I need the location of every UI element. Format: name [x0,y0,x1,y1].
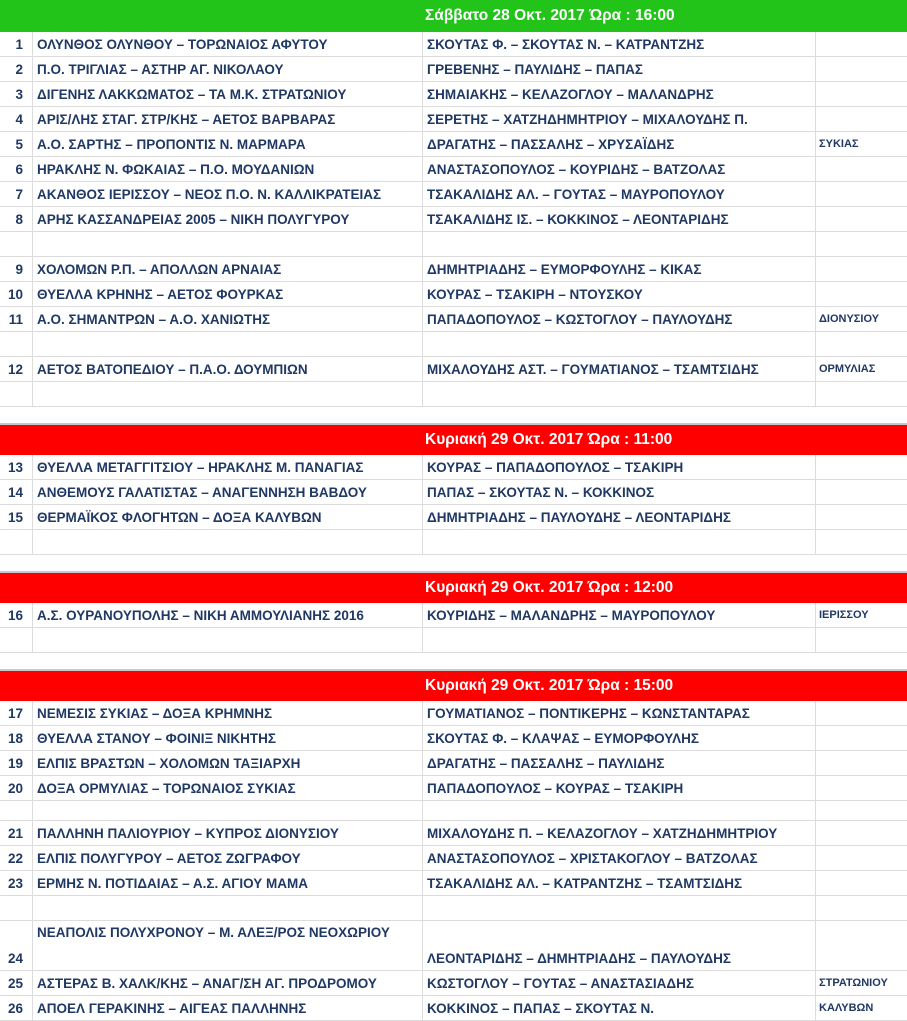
match-venue [816,846,907,870]
match-number: 17 [0,701,33,725]
match-venue [816,896,907,920]
match-referees: ΚΩΣΤΟΓΛΟΥ – ΓΟΥΤΑΣ – ΑΝΑΣΤΑΣΙΑΔΗΣ [423,971,816,995]
match-teams [33,628,423,652]
match-teams [33,332,423,356]
match-number: 2 [0,57,33,81]
match-venue [816,382,907,406]
match-venue [816,871,907,895]
match-teams: Π.Ο. ΤΡΙΓΛΙΑΣ – ΑΣΤΗΡ ΑΓ. ΝΙΚΟΛΑΟΥ [33,57,423,81]
match-row [0,505,907,530]
match-referees: ΚΟΥΡΑΣ – ΤΣΑΚΙΡΗ – ΝΤΟΥΣΚΟΥ [423,282,816,306]
match-number: 25 [0,971,33,995]
section-header-label: Σάββατο 28 Οκτ. 2017 Ώρα : 16:00 [425,7,675,24]
match-teams: ΑΕΤΟΣ ΒΑΤΟΠΕΔΙΟΥ – Π.Α.Ο. ΔΟΥΜΠΙΩΝ [33,357,423,381]
section-header [0,669,907,701]
match-venue: ΣΥΚΙΑΣ [819,138,859,150]
match-teams [33,382,423,406]
match-referees: ΔΗΜΗΤΡΙΑΔΗΣ – ΠΑΥΛΟΥΔΗΣ – ΛΕΟΝΤΑΡΙΔΗΣ [423,505,816,529]
match-venue [816,701,907,725]
match-referees: ΤΣΑΚΑΛΙΔΗΣ ΑΛ. – ΚΑΤΡΑΝΤΖΗΣ – ΤΣΑΜΤΣΙΔΗΣ [423,871,816,895]
match-number: 14 [0,480,33,504]
match-row [0,307,907,332]
match-row [0,157,907,182]
match-referees: ΚΟΥΡΑΣ – ΠΑΠΑΔΟΠΟΥΛΟΣ – ΤΣΑΚΙΡΗ [423,455,816,479]
match-venue [816,157,907,181]
match-referees [423,232,816,256]
match-row [0,971,907,996]
match-venue: ΣΤΡΑΤΩΝΙΟΥ [819,977,888,989]
match-number: 6 [0,157,33,181]
match-venue [816,821,907,845]
match-number: 18 [0,726,33,750]
section-header-label: Κυριακή 29 Οκτ. 2017 Ώρα : 12:00 [425,579,674,596]
match-venue [816,921,907,970]
match-teams: Α.Σ. ΟΥΡΑΝΟΥΠΟΛΗΣ – ΝΙΚΗ ΑΜΜΟΥΛΙΑΝΗΣ 2016 [33,603,423,627]
match-venue [816,455,907,479]
match-teams: ΔΙΓΕΝΗΣ ΛΑΚΚΩΜΑΤΟΣ – ΤΑ Μ.Κ. ΣΤΡΑΤΩΝΙΟΥ [33,82,423,106]
match-row [0,726,907,751]
match-venue [816,207,907,231]
match-venue [816,232,907,256]
section-header [0,423,907,455]
match-row [0,751,907,776]
match-venue [816,801,907,820]
match-venue [816,282,907,306]
match-row [0,701,907,726]
match-number [0,382,33,406]
blank-row [0,382,907,407]
match-referees: ΣΚΟΥΤΑΣ Φ. – ΣΚΟΥΤΑΣ Ν. – ΚΑΤΡΑΝΤΖΗΣ [423,32,816,56]
match-teams [33,232,423,256]
match-row [0,821,907,846]
blank-row [0,232,907,257]
section-gap [0,407,907,423]
match-venue [816,182,907,206]
match-teams: ΘΥΕΛΛΑ ΚΡΗΝΗΣ – ΑΕΤΟΣ ΦΟΥΡΚΑΣ [33,282,423,306]
match-referees: ΓΟΥΜΑΤΙΑΝΟΣ – ΠΟΝΤΙΚΕΡΗΣ – ΚΩΝΣΤΑΝΤΑΡΑΣ [423,701,816,725]
match-referees: ΜΙΧΑΛΟΥΔΗΣ ΑΣΤ. – ΓΟΥΜΑΤΙΑΝΟΣ – ΤΣΑΜΤΣΙΔΗΣ [423,357,816,381]
match-referees [423,801,816,820]
match-teams: ΔΟΞΑ ΟΡΜΥΛΙΑΣ – ΤΟΡΩΝΑΙΟΣ ΣΥΚΙΑΣ [33,776,423,800]
match-venue [816,628,907,652]
match-teams: Α.Ο. ΣΗΜΑΝΤΡΩΝ – Α.Ο. ΧΑΝΙΩΤΗΣ [33,307,423,331]
section-header-label: Κυριακή 29 Οκτ. 2017 Ώρα : 15:00 [425,677,674,694]
match-teams: ΟΛΥΝΘΟΣ ΟΛΥΝΘΟΥ – ΤΟΡΩΝΑΙΟΣ ΑΦΥΤΟΥ [33,32,423,56]
match-referees: ΑΝΑΣΤΑΣΟΠΟΥΛΟΣ – ΧΡΙΣΤΑΚΟΓΛΟΥ – ΒΑΤΖΟΛΑΣ [423,846,816,870]
blank-row [0,332,907,357]
match-number: 16 [0,603,33,627]
match-venue [816,726,907,750]
match-teams: ΝΕΜΕΣΙΣ ΣΥΚΙΑΣ – ΔΟΞΑ ΚΡΗΜΝΗΣ [33,701,423,725]
match-referees: ΛΕΟΝΤΑΡΙΔΗΣ – ΔΗΜΗΤΡΙΑΔΗΣ – ΠΑΥΛΟΥΔΗΣ [423,921,816,970]
match-teams: ΕΡΜΗΣ Ν. ΠΟΤΙΔΑΙΑΣ – Α.Σ. ΑΓΙΟΥ ΜΑΜΑ [33,871,423,895]
match-referees: ΔΡΑΓΑΤΗΣ – ΠΑΣΣΑΛΗΣ – ΧΡΥΣΑΪΔΗΣ [423,132,816,156]
match-row [0,282,907,307]
section-header-label: Κυριακή 29 Οκτ. 2017 Ώρα : 11:00 [425,431,673,448]
blank-row [0,530,907,555]
match-teams: ΘΥΕΛΛΑ ΣΤΑΝΟΥ – ΦΟΙΝΙΞ ΝΙΚΗΤΗΣ [33,726,423,750]
match-teams: ΑΚΑΝΘΟΣ ΙΕΡΙΣΣΟΥ – ΝΕΟΣ Π.Ο. Ν. ΚΑΛΛΙΚΡΑΤΕΙΑΣ [33,182,423,206]
section-header [0,571,907,603]
match-venue: ΟΡΜΥΛΙΑΣ [819,363,876,375]
match-row [0,107,907,132]
match-teams: ΑΡΗΣ ΚΑΣΣΑΝΔΡΕΙΑΣ 2005 – ΝΙΚΗ ΠΟΛΥΓΥΡΟΥ [33,207,423,231]
blank-row [0,801,907,821]
match-venue [816,776,907,800]
match-number: 22 [0,846,33,870]
match-number: 19 [0,751,33,775]
match-referees: ΣΗΜΑΙΑΚΗΣ – ΚΕΛΑΖΟΓΛΟΥ – ΜΑΛΑΝΔΡΗΣ [423,82,816,106]
match-venue: ΔΙΟΝΥΣΙΟΥ [819,313,880,325]
match-teams: ΑΠΟΕΛ ΓΕΡΑΚΙΝΗΣ – ΑΙΓΕΑΣ ΠΑΛΛΗΝΗΣ [33,996,423,1020]
match-row [0,257,907,282]
match-number [0,332,33,356]
section-gap [0,653,907,669]
match-referees: ΔΗΜΗΤΡΙΑΔΗΣ – ΕΥΜΟΡΦΟΥΛΗΣ – ΚΙΚΑΣ [423,257,816,281]
match-teams: ΗΡΑΚΛΗΣ Ν. ΦΩΚΑΙΑΣ – Π.Ο. ΜΟΥΔΑΝΙΩΝ [33,157,423,181]
match-row [0,996,907,1021]
match-venue [816,82,907,106]
match-referees: ΣΕΡΕΤΗΣ – ΧΑΤΖΗΔΗΜΗΤΡΙΟΥ – ΜΙΧΑΛΟΥΔΗΣ Π. [423,107,816,131]
match-teams: ΧΟΛΟΜΩΝ Ρ.Π. – ΑΠΟΛΛΩΝ ΑΡΝΑΙΑΣ [33,257,423,281]
match-number: 12 [0,357,33,381]
match-number: 5 [0,132,33,156]
match-row [0,776,907,801]
match-number [0,896,33,920]
match-row [0,32,907,57]
match-referees: ΚΟΥΡΙΔΗΣ – ΜΑΛΑΝΔΡΗΣ – ΜΑΥΡΟΠΟΥΛΟΥ [423,603,816,627]
match-row [0,182,907,207]
match-row [0,603,907,628]
match-venue [816,32,907,56]
match-referees: ΣΚΟΥΤΑΣ Φ. – ΚΛΑΨΑΣ – ΕΥΜΟΡΦΟΥΛΗΣ [423,726,816,750]
match-number [0,801,33,820]
match-venue [816,257,907,281]
match-number: 11 [0,307,33,331]
match-teams: Α.Ο. ΣΑΡΤΗΣ – ΠΡΟΠΟΝΤΙΣ Ν. ΜΑΡΜΑΡΑ [33,132,423,156]
match-referees [423,628,816,652]
match-venue [816,530,907,554]
match-row [0,480,907,505]
match-teams: ΘΥΕΛΛΑ ΜΕΤΑΓΓΙΤΣΙΟΥ – ΗΡΑΚΛΗΣ Μ. ΠΑΝΑΓΙΑΣ [33,455,423,479]
section-gap [0,555,907,571]
match-teams: ΠΑΛΛΗΝΗ ΠΑΛΙΟΥΡΙΟΥ – ΚΥΠΡΟΣ ΔΙΟΝΥΣΙΟΥ [33,821,423,845]
match-venue [816,480,907,504]
blank-row [0,628,907,653]
match-referees: ΔΡΑΓΑΤΗΣ – ΠΑΣΣΑΛΗΣ – ΠΑΥΛΙΔΗΣ [423,751,816,775]
match-number [0,628,33,652]
match-referees: ΠΑΠΑΣ – ΣΚΟΥΤΑΣ Ν. – ΚΟΚΚΙΝΟΣ [423,480,816,504]
match-venue [816,332,907,356]
match-referees: ΤΣΑΚΑΛΙΔΗΣ ΙΣ. – ΚΟΚΚΙΝΟΣ – ΛΕΟΝΤΑΡΙΔΗΣ [423,207,816,231]
match-referees: ΜΙΧΑΛΟΥΔΗΣ Π. – ΚΕΛΑΖΟΓΛΟΥ – ΧΑΤΖΗΔΗΜΗΤΡΙΟΥ [423,821,816,845]
match-venue: ΙΕΡΙΣΣΟΥ [819,609,869,621]
match-teams: ΘΕΡΜΑΪΚΟΣ ΦΛΟΓΗΤΩΝ – ΔΟΞΑ ΚΑΛΥΒΩΝ [33,505,423,529]
match-referees: ΓΡΕΒΕΝΗΣ – ΠΑΥΛΙΔΗΣ – ΠΑΠΑΣ [423,57,816,81]
match-row [0,871,907,896]
match-number: 10 [0,282,33,306]
match-row [0,846,907,871]
match-teams [33,896,423,920]
match-row [0,455,907,480]
match-referees: ΤΣΑΚΑΛΙΔΗΣ ΑΛ. – ΓΟΥΤΑΣ – ΜΑΥΡΟΠΟΥΛΟΥ [423,182,816,206]
section-header [0,0,907,32]
match-number: 21 [0,821,33,845]
match-referees [423,896,816,920]
blank-row [0,896,907,921]
match-number: 26 [0,996,33,1020]
match-number: 4 [0,107,33,131]
match-row [0,207,907,232]
match-referees [423,332,816,356]
match-teams: ΑΡΙΣ/ΛΗΣ ΣΤΑΓ. ΣΤΡ/ΚΗΣ – ΑΕΤΟΣ ΒΑΡΒΑΡΑΣ [33,107,423,131]
match-teams: ΝΕΑΠΟΛΙΣ ΠΟΛΥΧΡΟΝΟΥ – Μ. ΑΛΕΞ/ΡΟΣ ΝΕΟΧΩΡΙΟΥ [33,921,423,970]
match-teams: ΑΣΤΕΡΑΣ Β. ΧΑΛΚ/ΚΗΣ – ΑΝΑΓ/ΣΗ ΑΓ. ΠΡΟΔΡΟΜΟΥ [33,971,423,995]
match-number [0,530,33,554]
match-row [0,921,907,971]
match-teams: ΑΝΘΕΜΟΥΣ ΓΑΛΑΤΙΣΤΑΣ – ΑΝΑΓΕΝΝΗΣΗ ΒΑΒΔΟΥ [33,480,423,504]
match-number: 13 [0,455,33,479]
match-row [0,82,907,107]
match-referees: ΠΑΠΑΔΟΠΟΥΛΟΣ – ΚΟΥΡΑΣ – ΤΣΑΚΙΡΗ [423,776,816,800]
match-row [0,357,907,382]
match-teams: ΕΛΠΙΣ ΠΟΛΥΓΥΡΟΥ – ΑΕΤΟΣ ΖΩΓΡΑΦΟΥ [33,846,423,870]
match-number: 15 [0,505,33,529]
match-referees: ΑΝΑΣΤΑΣΟΠΟΥΛΟΣ – ΚΟΥΡΙΔΗΣ – ΒΑΤΖΟΛΑΣ [423,157,816,181]
match-venue [816,107,907,131]
match-number: 23 [0,871,33,895]
match-row [0,57,907,82]
match-number: 1 [0,32,33,56]
match-referees [423,530,816,554]
match-venue [816,505,907,529]
match-number: 9 [0,257,33,281]
match-referees [423,382,816,406]
match-number: 20 [0,776,33,800]
match-number [0,232,33,256]
match-number: 3 [0,82,33,106]
match-number: 7 [0,182,33,206]
match-venue: ΚΑΛΥΒΩΝ [819,1002,874,1014]
match-row [0,132,907,157]
match-referees: ΚΟΚΚΙΝΟΣ – ΠΑΠΑΣ – ΣΚΟΥΤΑΣ Ν. [423,996,816,1020]
match-number: 24 [0,921,33,970]
match-referees: ΠΑΠΑΔΟΠΟΥΛΟΣ – ΚΩΣΤΟΓΛΟΥ – ΠΑΥΛΟΥΔΗΣ [423,307,816,331]
match-teams [33,530,423,554]
match-teams [33,801,423,820]
match-venue [816,751,907,775]
match-teams: ΕΛΠΙΣ ΒΡΑΣΤΩΝ – ΧΟΛΟΜΩΝ ΤΑΞΙΑΡΧΗ [33,751,423,775]
match-venue [816,57,907,81]
match-number: 8 [0,207,33,231]
